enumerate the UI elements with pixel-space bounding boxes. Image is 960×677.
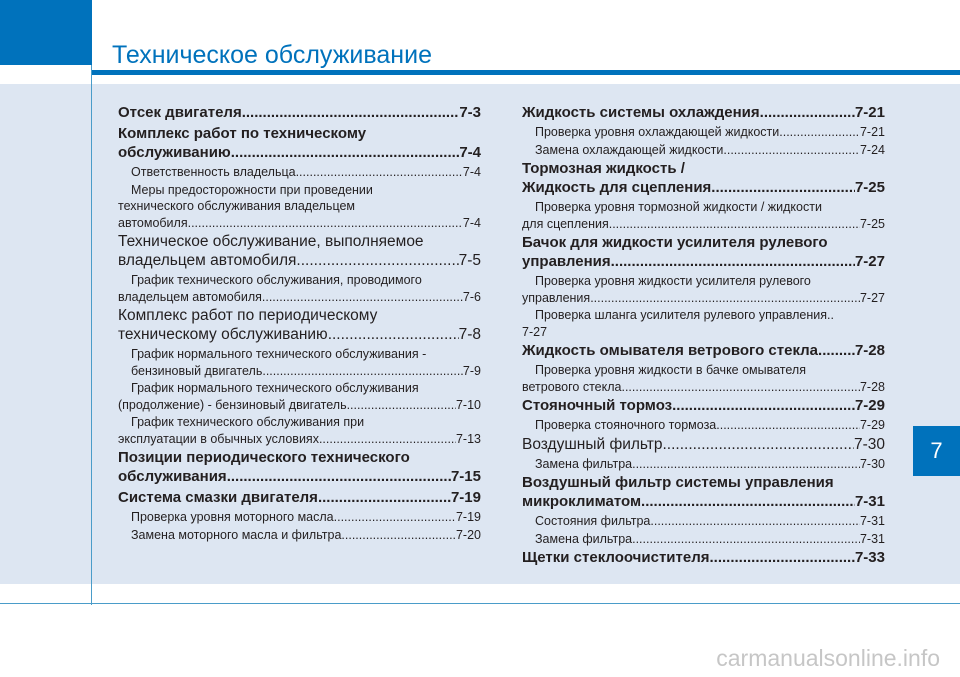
toc-entry-text: Позиции периодического технического: [118, 449, 410, 466]
toc-entry[interactable]: [118, 272, 481, 305]
toc-page-number: 7-33: [854, 549, 885, 566]
toc-page-number: 7-4: [459, 144, 481, 161]
toc-entry[interactable]: [118, 306, 481, 344]
toc-entry[interactable]: [118, 232, 481, 270]
dot-leader: [296, 164, 463, 181]
toc-entry[interactable]: [118, 509, 481, 526]
dot-leader: [242, 103, 460, 122]
toc-entry-text: Воздушный фильтр системы управления: [522, 474, 834, 491]
dot-leader: [328, 325, 459, 344]
toc-entry[interactable]: [118, 124, 481, 162]
toc-entry-text: Замена моторного масла и фильтра: [131, 527, 342, 542]
toc-entry-text: техническому обслуживанию: [118, 326, 328, 343]
toc-entry[interactable]: [522, 417, 885, 434]
dot-leader: [641, 492, 855, 511]
toc-entry[interactable]: [118, 380, 481, 413]
toc-page-number: 7-31: [854, 493, 885, 510]
toc-page-number: 7-19: [450, 489, 481, 506]
toc-entry[interactable]: [522, 307, 885, 340]
toc-entry[interactable]: [118, 164, 481, 181]
toc-page-number: 7-24: [859, 142, 885, 157]
toc-page-number: 7-27: [854, 253, 885, 270]
toc-entry-text: Жидкость для сцепления: [522, 179, 712, 196]
watermark: carmanualsonline.info: [716, 645, 940, 671]
toc-entry-text: Проверка стояночного тормоза: [535, 418, 717, 432]
toc-entry-text: управления: [522, 290, 591, 305]
toc-page-number: 7-25: [854, 179, 885, 196]
margin-line: [91, 65, 92, 605]
dot-leader: [711, 178, 855, 197]
toc-page-number: 7-9: [462, 363, 481, 378]
toc-page-number: 7-3: [459, 104, 481, 121]
toc-entry-text: График технического обслуживания, проводимого: [131, 273, 422, 287]
toc-entry[interactable]: [118, 488, 481, 507]
toc-entry-text: микроклиматом: [522, 493, 642, 510]
toc-entry-text: бензиновый двигатель: [131, 363, 263, 378]
toc-page-number: 7-30: [859, 456, 885, 471]
toc-entry-text: ветрового стекла: [522, 379, 622, 394]
toc-entry[interactable]: [118, 527, 481, 544]
toc-entry-text: Проверка шланга усилителя рулевого управления..: [535, 308, 834, 322]
toc-entry[interactable]: [118, 448, 481, 486]
dot-leader: [710, 548, 855, 567]
dot-leader: [662, 435, 853, 454]
dot-leader: [723, 142, 860, 159]
dot-leader: [818, 341, 855, 360]
toc-entry-text: Комплекс работ по техническому: [118, 125, 367, 142]
toc-page-number: 7-19: [455, 510, 481, 524]
toc-entry-text: Щетки стеклоочистителя: [522, 549, 710, 566]
toc-left-column: [118, 103, 481, 544]
toc-entry-text: Проверка уровня охлаждающей жидкости: [535, 125, 780, 139]
toc-entry-text: Жидкость системы охлаждения: [522, 104, 760, 121]
footer-rule: [0, 603, 960, 604]
toc-entry-text: обслуживания: [118, 468, 227, 485]
toc-page-number: 7-29: [859, 418, 885, 432]
toc-entry-text: владельцем автомобиля: [118, 289, 262, 304]
toc-entry-text: технического обслуживания владельцем: [118, 199, 356, 213]
dot-leader: [650, 513, 860, 530]
toc-entry[interactable]: [522, 233, 885, 271]
toc-entry-text: Техническое обслуживание, выполняемое: [118, 233, 424, 250]
dot-leader: [262, 289, 463, 306]
toc-page-number: 7-27: [522, 324, 548, 339]
toc-entry-text: автомобиля: [118, 215, 188, 230]
toc-entry-text: управления: [522, 253, 611, 270]
toc-entry[interactable]: [522, 341, 885, 360]
dot-leader: [188, 215, 463, 232]
dot-leader: [341, 527, 456, 544]
toc-entry[interactable]: [522, 124, 885, 141]
toc-page-number: 7-31: [859, 514, 885, 528]
toc-entry-text: Система смазки двигателя: [118, 489, 318, 506]
toc-entry[interactable]: [118, 346, 481, 379]
toc-entry-text: для сцепления: [522, 216, 609, 231]
title-rule: [92, 70, 960, 75]
toc-right-column: [522, 103, 885, 569]
toc-page-number: 7-30: [853, 435, 885, 453]
toc-page-number: 7-4: [462, 165, 481, 179]
toc-page-number: 7-10: [455, 397, 481, 412]
toc-entry-text: Воздушный фильтр: [522, 435, 663, 453]
toc-entry-text: Проверка уровня жидкости в бачке омывателя: [535, 363, 806, 377]
dot-leader: [262, 363, 463, 380]
toc-page-number: 7-21: [854, 104, 885, 121]
toc-page-number: 7-15: [450, 468, 481, 485]
toc-entry-text: Бачок для жидкости усилителя рулевого: [522, 234, 828, 251]
toc-entry-text: эксплуатации в обычных условиях: [118, 431, 319, 446]
toc-entry[interactable]: [522, 142, 885, 159]
toc-entry-text: Ответственность владельца: [131, 165, 296, 179]
toc-page-number: 7-5: [458, 252, 481, 269]
dot-leader: [227, 467, 451, 486]
dot-leader: [319, 431, 456, 448]
toc-entry[interactable]: [118, 103, 481, 122]
chapter-tab[interactable]: 7: [913, 426, 960, 476]
dot-leader: [716, 417, 860, 434]
dot-leader: [334, 509, 456, 526]
toc-page-number: 7-28: [854, 342, 885, 359]
toc-entry[interactable]: [522, 473, 885, 511]
toc-entry-text: Стояночный тормоз: [522, 397, 673, 414]
toc-page-number: 7-8: [458, 326, 481, 343]
toc-entry[interactable]: [522, 435, 885, 454]
toc-entry[interactable]: [522, 103, 885, 122]
dot-leader: [296, 251, 458, 270]
toc-entry-text: Замена фильтра: [535, 456, 633, 471]
dot-leader: [672, 396, 855, 415]
toc-entry-text: владельцем автомобиля: [118, 252, 297, 269]
dot-leader: [590, 290, 860, 307]
toc-page-number: 7-20: [455, 527, 481, 542]
toc-entry[interactable]: [522, 513, 885, 530]
toc-entry-text: Состояния фильтра: [535, 514, 651, 528]
toc-page-number: 7-13: [455, 431, 481, 446]
toc-entry-text: Комплекс работ по периодическому: [118, 307, 378, 324]
toc-entry[interactable]: [118, 182, 481, 232]
toc-page-number: 7-25: [859, 216, 885, 231]
toc-entry[interactable]: [118, 414, 481, 447]
toc-page-number: 7-27: [859, 290, 885, 305]
toc-entry-text: Замена фильтра: [535, 531, 633, 546]
toc-entry-text: Жидкость омывателя ветрового стекла: [522, 342, 819, 359]
dot-leader: [609, 216, 860, 233]
toc-entry[interactable]: [522, 396, 885, 415]
toc-page-number: 7-6: [462, 289, 481, 304]
dot-leader: [611, 252, 855, 271]
dot-leader: [347, 397, 456, 414]
toc-entry-text: обслуживанию: [118, 144, 231, 161]
dot-leader: [318, 488, 451, 507]
corner-block: [0, 0, 92, 65]
toc-page-number: 7-28: [859, 379, 885, 394]
toc-entry-text: Проверка уровня моторного масла: [131, 510, 334, 524]
toc-entry[interactable]: [522, 531, 885, 548]
toc-entry[interactable]: [522, 199, 885, 232]
toc-entry[interactable]: [522, 159, 885, 197]
toc-entry-text: (продолжение) - бензиновый двигатель: [118, 397, 347, 412]
toc-entry-text: Меры предосторожности при проведении: [131, 182, 373, 197]
dot-leader: [779, 124, 860, 141]
page-title: Техническое обслуживание: [112, 41, 432, 69]
dot-leader: [632, 456, 860, 473]
toc-entry-text: График нормального технического обслуживания: [131, 381, 419, 395]
toc-page-number: 7-29: [854, 397, 885, 414]
toc-page-number: 7-4: [462, 215, 481, 230]
toc-entry-text: График технического обслуживания при: [131, 415, 365, 429]
toc-page-number: 7-21: [859, 125, 885, 139]
dot-leader: [621, 379, 859, 396]
toc-entry-text: Проверка уровня жидкости усилителя рулевого: [535, 274, 811, 288]
toc-entry[interactable]: [522, 456, 885, 473]
toc-entry[interactable]: [522, 362, 885, 395]
dot-leader: [632, 531, 860, 548]
toc-page-number: 7-31: [859, 531, 885, 546]
dot-leader: [231, 143, 460, 162]
dot-leader: [760, 103, 855, 122]
toc-entry-text: Тормозная жидкость /: [522, 160, 685, 177]
toc-entry[interactable]: [522, 273, 885, 306]
toc-entry[interactable]: [522, 548, 885, 567]
toc-entry-text: Отсек двигателя: [118, 104, 242, 121]
toc-entry-text: Замена охлаждающей жидкости: [535, 142, 724, 157]
toc-entry-text: Проверка уровня тормозной жидкости / жидкости: [535, 200, 822, 214]
toc-entry-text: График нормального технического обслуживания -: [131, 347, 427, 361]
